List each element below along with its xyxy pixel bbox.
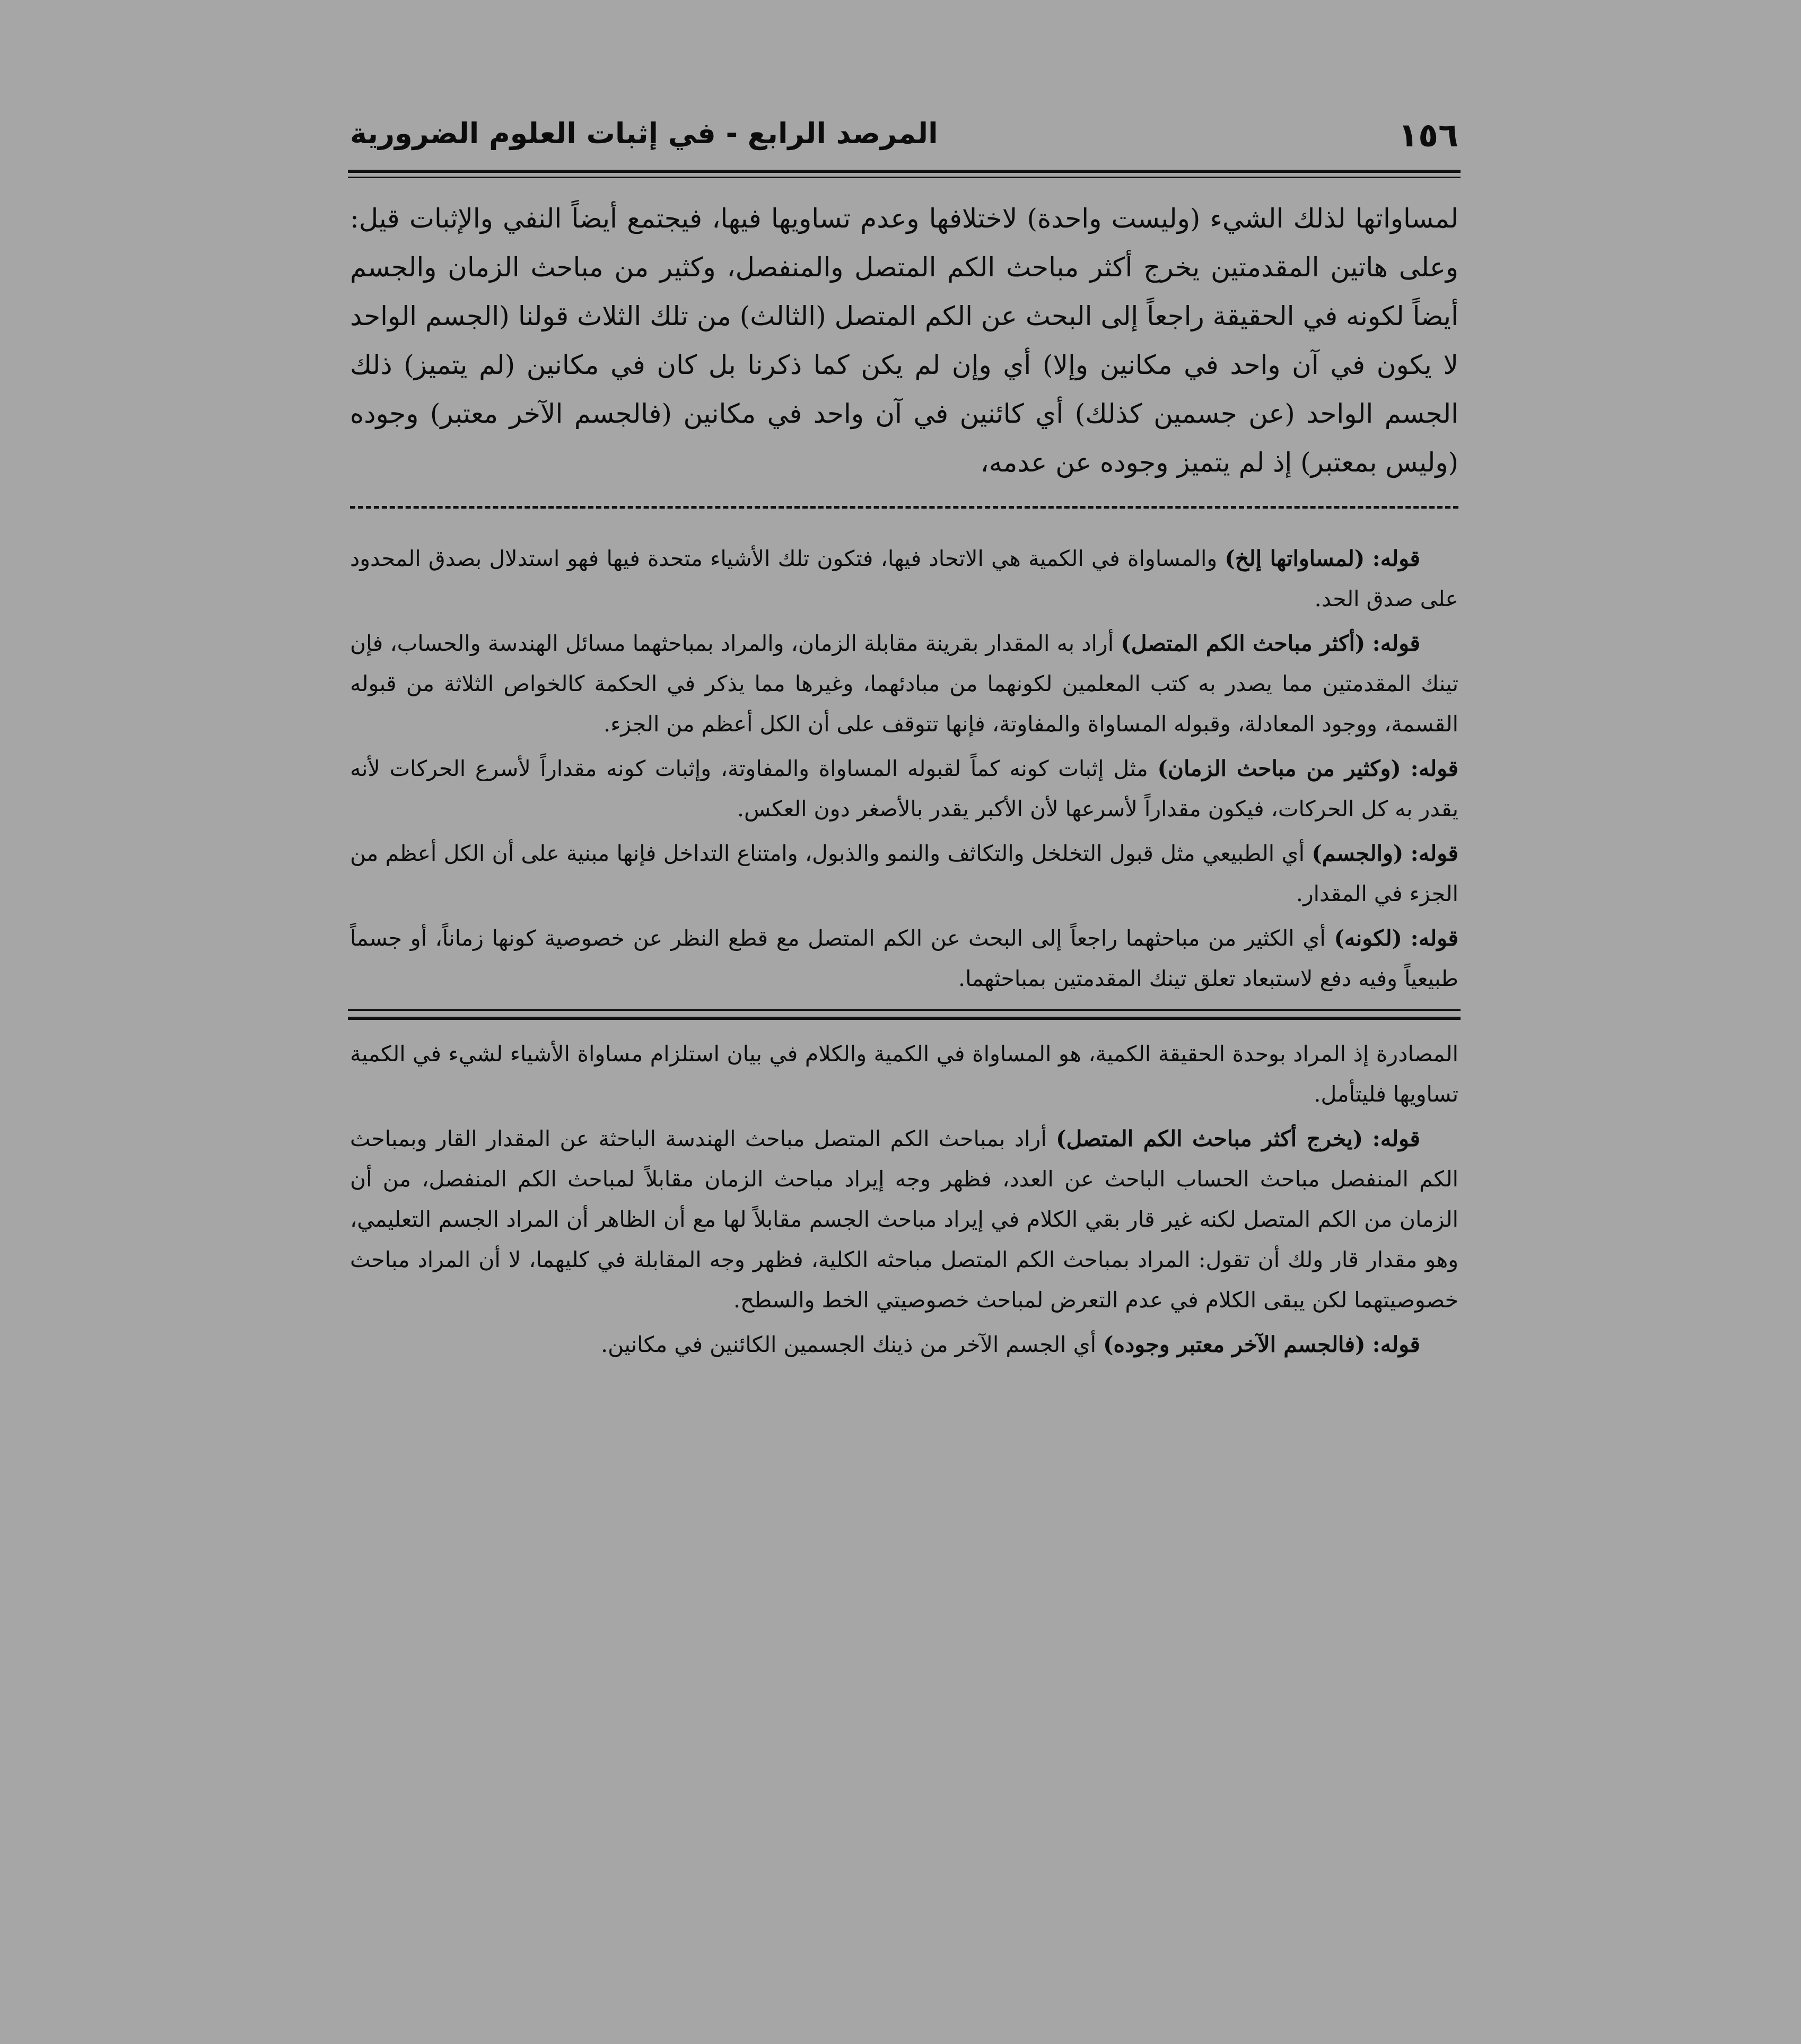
commentary-paragraph (350, 748, 1458, 829)
lemma: (فالجسم الآخر معتبر وجوده) (1103, 1332, 1366, 1357)
main-text-paragraph: لمساواتها لذلك الشيء (وليست واحدة) لاختلافها وعدم تساويها فيها، فيجتمع أيضاً النفي والإثبات قيل: وعلى هاتين المقدمتين يخرج أكثر مباحث الكم المتصل والمنفصل، وكثير من مباحث الزمان والجسم أيضاً لكونه في الحقيقة راجعاً إلى البحث عن الكم المتصل (الثالث) من تلك الثلاث قولنا (الجسم الواحد لا يكون في آن واحد في مكانين وإلا) أي وإن لم يكن كما ذكرنا بل كان في مكانين (لم يتميز) ذلك الجسم الواحد (عن جسمين كذلك) أي كائنين في آن واحد في مكانين (فالجسم الآخر معتبر) وجوده (وليس بمعتبر) إذ لم يتميز وجوده عن عدمه، (350, 203, 1458, 478)
dashed-divider (350, 506, 1458, 509)
qawluhu-label: قوله: (1372, 546, 1420, 571)
header-divider (348, 170, 1461, 178)
main-text (350, 194, 1458, 487)
commentary-text: أراد به المقدار بقرينة مقابلة الزمان، والمراد بمباحثهما مسائل الهندسة والحساب، فإن تينك المقدمتين مما يصدر به كتب المعلمين لكونهما من مبادئهما، وغيرها مما يذكر في الحكمة كالخواص الثلاثة من قبوله القسمة، ووجود المعادلة، وقبوله المساواة والمفاوتة، فإنها تتوقف على أن الكل أعظم من الجزء. (350, 631, 1458, 737)
qawluhu-label: قوله: (1372, 1126, 1420, 1151)
lemma: (وكثير من مباحث الزمان) (1157, 756, 1401, 781)
gloss-text: أي الجسم الآخر من ذينك الجسمين الكائنين في مكانين. (601, 1332, 1097, 1357)
gloss-section (350, 1034, 1458, 1365)
commentary-paragraph (350, 623, 1458, 744)
commentary-text: أي الكثير من مباحثهما راجعاً إلى البحث عن الكم المتصل مع قطع النظر عن خصوصية كونها زماناً، أو جسماً طبيعياً وفيه دفع لاستبعاد تعلق تينك المقدمتين بمباحثهما. (350, 925, 1458, 991)
book-page (350, 106, 1458, 1365)
commentary-paragraph (350, 833, 1458, 914)
commentary-text: مثل إثبات كونه كماً لقبوله المساواة والمفاوتة، وإثبات كونه مقداراً لأسرع الحركات لأنه يقدر به كل الحركات، فيكون مقداراً لأسرعها لأن الأكبر يقدر بالأصغر دون العكس. (350, 756, 1458, 822)
lemma: (أكثر مباحث الكم المتصل) (1121, 631, 1366, 656)
footnote-divider (348, 1009, 1461, 1020)
commentary-paragraph (350, 538, 1458, 619)
commentary-section (350, 538, 1458, 999)
commentary-text: والمساواة في الكمية هي الاتحاد فيها، فتكون تلك الأشياء متحدة فيها فهو استدلال بصدق المحدود على صدق الحد. (350, 546, 1458, 612)
qawluhu-label: قوله: (1410, 925, 1458, 951)
lemma: (لمساواتها إلخ) (1225, 546, 1365, 571)
gloss-text: المصادرة إذ المراد بوحدة الحقيقة الكمية، هو المساواة في الكمية والكلام في بيان استلزام مساواة الأشياء لشيء في الكمية تساويها فليتأمل. (350, 1041, 1458, 1107)
lemma: (لكونه) (1334, 925, 1402, 951)
lemma: (والجسم) (1312, 841, 1404, 866)
qawluhu-label: قوله: (1372, 631, 1420, 656)
commentary-text: أي الطبيعي مثل قبول التخلخل والتكاثف والنمو والذبول، وامتناع التداخل فإنها مبنية على أن الكل أعظم من الجزء في المقدار. (350, 841, 1458, 906)
lemma: (يخرج أكثر مباحث الكم المتصل) (1056, 1126, 1363, 1151)
page-header (350, 106, 1458, 170)
running-title: المرصد الرابع - في إثبات العلوم الضرورية (350, 117, 938, 150)
page-number: ١٥٦ (1398, 116, 1458, 154)
commentary-paragraph (350, 918, 1458, 999)
qawluhu-label: قوله: (1410, 756, 1458, 781)
qawluhu-label: قوله: (1410, 841, 1458, 866)
qawluhu-label: قوله: (1372, 1332, 1420, 1357)
gloss-text: أراد بمباحث الكم المتصل مباحث الهندسة الباحثة عن المقدار القار وبمباحث الكم المنفصل مباحث الحساب الباحث عن العدد، فظهر وجه إيراد مباحث الزمان مقابلاً لمباحث الكم المنفصل، من أن الزمان من الكم المتصل لكنه غير قار بقي الكلام في إيراد مباحث الجسم مقابلاً لها مع أن الظاهر أن المراد الجسم التعليمي، وهو مقدار قار ولك أن تقول: المراد بمباحث الكم المتصل مباحثه الكلية، فظهر وجه المقابلة في كليهما، لا أن المراد مباحث خصوصيتهما لكن يبقى الكلام في عدم التعرض لمباحث خصوصيتي الخط والسطح. (350, 1126, 1458, 1313)
gloss-paragraph (350, 1324, 1458, 1365)
gloss-paragraph (350, 1034, 1458, 1114)
gloss-paragraph (350, 1119, 1458, 1320)
